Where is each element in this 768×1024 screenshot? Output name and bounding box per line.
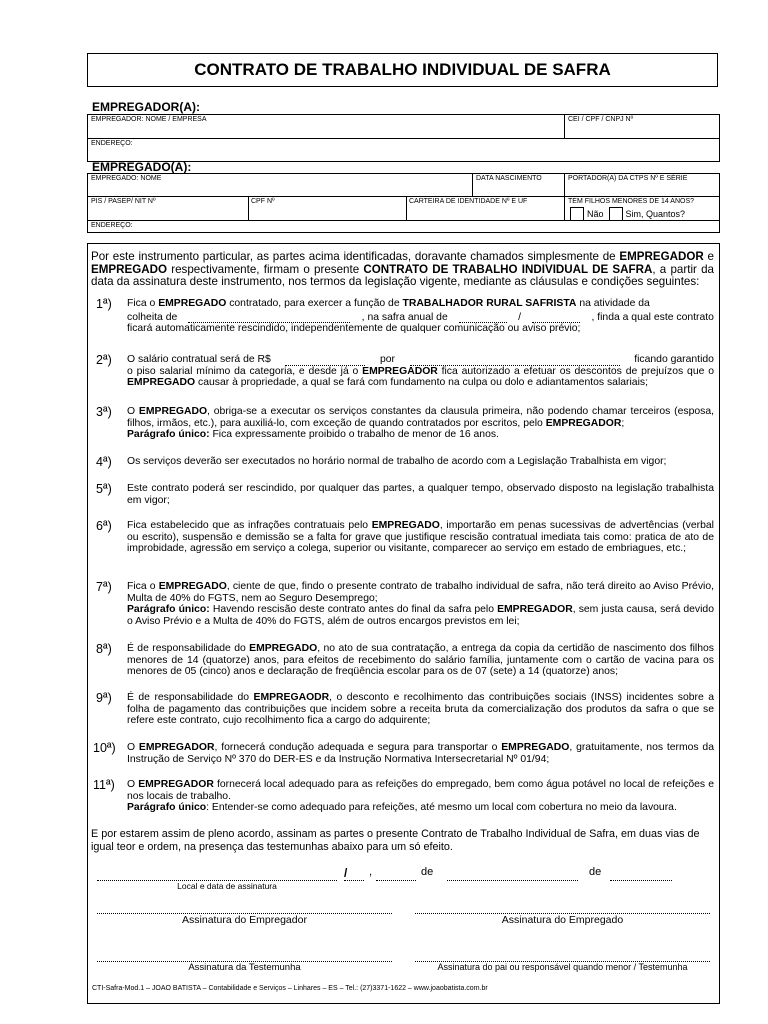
divider: [406, 196, 407, 220]
text: Este contrato poderá ser rescindido, por qualquer das partes, a qualquer tempo, observado disposto na legislação trabalhista em vigor;: [127, 483, 714, 506]
text: na atividade da: [576, 298, 650, 309]
clause-4-number: 4ª): [96, 455, 112, 469]
no-checkbox[interactable]: [570, 207, 584, 221]
date-separator: /: [344, 866, 348, 880]
text: por: [380, 354, 396, 365]
text: O: [127, 742, 139, 753]
clause-3-number: 3ª): [96, 405, 112, 419]
text: Fica o: [127, 298, 159, 309]
text: Por este instrumento particular, as partes acima identificadas, doravante chamados simplesmente de: [91, 250, 620, 263]
clause-8-number: 8ª): [96, 642, 112, 656]
clause-5: [127, 483, 714, 506]
text: EMPREGADO: [371, 520, 440, 531]
employee-table: [87, 173, 720, 233]
text: O: [127, 406, 139, 417]
text: EMPREGADOR: [362, 365, 438, 377]
text: EMPREGAODR: [253, 692, 330, 703]
intro-paragraph: [91, 251, 714, 289]
text: EMPREGADO: [501, 742, 570, 753]
text: Havendo rescisão deste contrato antes do final da safra pelo: [209, 604, 498, 615]
children-options: [570, 207, 685, 221]
cpf-field[interactable]: CPF Nº: [251, 198, 275, 205]
text: , o desconto e recolhimento das contribuições sociais (INSS) incidentes sobre a folha de pagamento das contribuições que incidem sobre a receita bruta da comercialização dos produtos da safra o que se refere este contrato, cujo recolhimento fica a cargo do adquirente;: [127, 692, 714, 726]
clause-10-number: 10ª): [93, 741, 116, 755]
text: Parágrafo único:: [127, 604, 210, 615]
day-field[interactable]: [344, 880, 364, 881]
de-label: de: [589, 866, 602, 878]
text: , importarão em penas sucessivas de advertências (verbal ou escrito), suspensão e demissão se a falta for grave que justifique rescisão contratual imediata tais como: pratica de ato de improbidade, agressão em serviço a colega, superior ou visitante, comparecer ao serviço em estado de embriagues, etc.;: [127, 520, 714, 554]
text: Fica estabelecido que as infrações contratuais pelo: [127, 520, 372, 531]
clause-5-number: 5ª): [96, 482, 112, 496]
employer-heading: EMPREGADOR(A):: [92, 100, 200, 114]
clause-10: [127, 742, 714, 765]
clause-11-number: 11ª): [93, 778, 115, 792]
crop-field[interactable]: [188, 313, 350, 323]
text: EMPREGADO: [91, 262, 168, 276]
children-question: TEM FILHOS MENORES DE 14 ANOS?: [568, 198, 695, 205]
text: ficará automaticamente rescindido, independentemente de qualquer comunicação ou aviso prévio;: [127, 323, 581, 334]
employee-heading: EMPREGADO(A):: [92, 160, 192, 174]
text: fica autorizado a efetuar os descontos de prejuízos que o: [437, 365, 714, 377]
employer-signature-label: Assinatura do Empregador: [182, 914, 307, 926]
parent-signature-label: Assinatura do pai ou responsável quando menor / Testemunha: [437, 962, 688, 972]
text: EMPREGADOR: [497, 604, 573, 615]
birth-date-field[interactable]: DATA NASCIMENTO: [476, 175, 542, 182]
place-date-label: Local e data de assinatura: [177, 881, 277, 891]
text: É de responsabilidade do: [127, 692, 254, 703]
yes-label: Sim, Quantos?: [625, 209, 686, 219]
employee-name-field[interactable]: EMPREGADO: NOME: [91, 175, 162, 182]
employer-name-field[interactable]: EMPREGADOR: NOME / EMPRESA: [91, 116, 207, 123]
employee-address-field[interactable]: ENDEREÇO:: [91, 222, 133, 229]
text: EMPREGADO: [138, 406, 208, 417]
text: contratado, para exercer a função de: [226, 298, 403, 309]
clause-6: [127, 520, 714, 555]
harvest-year-end-field[interactable]: [532, 313, 580, 323]
harvest-year-start-field[interactable]: [459, 313, 507, 323]
clause-8: [127, 643, 714, 678]
text: colheita de: [127, 311, 178, 323]
divider: [248, 196, 249, 220]
text: ;: [621, 417, 625, 429]
clause-2: [127, 354, 714, 389]
text: /: [518, 311, 522, 323]
text: : Entender-se como adequado para refeições, até mesmo um local com cobertura no meio da lavoura.: [206, 802, 677, 813]
day-number-field[interactable]: [376, 880, 416, 881]
pis-field[interactable]: PIS / PASEP/ NIT Nº: [91, 198, 156, 205]
employer-table: [87, 114, 720, 162]
divider: [564, 115, 565, 138]
divider: [564, 174, 565, 220]
employer-document-field[interactable]: CEI / CPF / CNPJ Nº: [568, 116, 634, 123]
text: O salário contratual será de R$: [127, 354, 271, 365]
footer: CTI-Safra-Mod.1 – JOAO BATISTA – Contabilidade e Serviços – Linhares – ES – Tel.: (27)3371-1622 – www.joaobatista.com.br: [92, 985, 488, 992]
text: , obriga-se a executar os serviços constantes da clausula primeira, não podendo chamar terceiros (esposa, filhos, irmãos, etc.), para auxiliá-lo, com exceção de quando contratados por escritos, pelo: [127, 406, 714, 429]
text: CONTRATO DE TRABALHO INDIVIDUAL DE SAFRA: [363, 262, 653, 276]
text: TRABALHADOR RURAL SAFRISTA: [402, 298, 577, 309]
text: , sem justa causa, será devido o Aviso Prévio e a Multa de 40% do FGTS, além de outros encargos previstos em lei;: [127, 604, 714, 627]
text: Parágrafo único: [127, 802, 207, 813]
text: ficando garantido: [634, 354, 714, 365]
month-field[interactable]: [447, 880, 578, 881]
clause-6-number: 6ª): [96, 519, 112, 533]
text: Parágrafo único:: [127, 429, 210, 440]
text: EMPREGADOR: [619, 250, 704, 263]
id-card-field[interactable]: CARTEIRA DE IDENTIDADE Nº E UF: [409, 198, 528, 205]
text: EMPREGADO: [158, 581, 227, 592]
clause-1: [127, 298, 714, 335]
clause-1-number: 1ª): [96, 297, 112, 311]
clause-4: [127, 456, 714, 468]
witness-signature-label: Assinatura da Testemunha: [188, 962, 301, 973]
clause-11: [127, 779, 714, 814]
text: EMPREGADO: [127, 377, 196, 388]
text: , finda a qual este contrato: [591, 311, 714, 323]
text: Fica o: [127, 581, 159, 592]
ctps-field[interactable]: PORTADOR(A) DA CTPS Nº E SÉRIE: [568, 175, 688, 182]
text: causar à propriedade, a qual se fará com fundamento na culpa ou dolo e adiantamentos salariais;: [195, 377, 648, 388]
clause-9-number: 9ª): [96, 691, 112, 705]
text: , gratuitamente, nos termos da Instrução de Serviço Nº 370 do DER-ES e da Instrução Normativa Intersecretarial Nº 01/94;: [127, 742, 714, 765]
text: EMPREGADO: [158, 298, 227, 309]
text: o piso salarial mínimo da categoria, e desde já o: [127, 365, 363, 377]
clause-7-number: 7ª): [96, 580, 112, 594]
text: Os serviços deverão ser executados no horário normal de trabalho de acordo com a Legislação Trabalhista em vigor;: [127, 456, 667, 467]
text: , na safra anual de: [361, 311, 448, 323]
text: fornecerá local adequado para as refeições do empregado, bem como água potável no local de refeições e nos locais de trabalho.: [127, 779, 714, 802]
divider: [88, 138, 719, 139]
yes-checkbox[interactable]: [609, 207, 623, 221]
salary-amount-field[interactable]: [285, 356, 365, 366]
divider: [88, 196, 719, 197]
comma: ,: [369, 866, 373, 878]
contract-title: CONTRATO DE TRABALHO INDIVIDUAL DE SAFRA: [87, 53, 718, 87]
de-label: de: [421, 866, 434, 878]
text: , no ato de sua contratação, a entrega da copia da certidão de nascimento dos filhos menores de 14 (quatorze) anos, para efeitos de recebimento do salário família, juntamente com o cartão de vacina para os menores de 05 (cinco) anos e declaração de freqüência escolar para os de 07 (sete) a 14 (quatorze) anos;: [127, 643, 714, 677]
text: , ciente de que, findo o presente contrato de trabalho individual de safra, não terá direito ao Aviso Prévio, Multa de 40% do FGTS, nem ao Seguro Desemprego;: [127, 581, 714, 604]
divider: [472, 174, 473, 196]
clause-3: [127, 406, 714, 441]
clause-2-number: 2ª): [96, 353, 112, 367]
closing-paragraph: E por estarem assim de pleno acordo, assinam as partes o presente Contrato de Trabalho Individual de Safra, em duas vias de igual teor e ordem, na presença das testemunhas abaixo para um só efeito.: [91, 828, 700, 853]
text: Fica expressamente proibido o trabalho de menor de 16 anos.: [209, 429, 499, 440]
text: e: [703, 250, 714, 263]
employer-address-field[interactable]: ENDEREÇO:: [91, 140, 133, 147]
salary-unit-field[interactable]: [410, 356, 620, 366]
text: respectivamente, firmam o presente: [167, 262, 364, 276]
employee-signature-label: Assinatura do Empregado: [501, 914, 624, 926]
text: EMPREGADOR: [138, 779, 214, 790]
text: O: [127, 779, 139, 790]
text: É de responsabilidade do: [127, 643, 250, 654]
text: EMPREGADO: [249, 643, 318, 654]
text: , a partir da data da assinatura deste instrumento, nos termos da legislação vigente, mediante as cláusulas e condições seguintes:: [91, 262, 714, 289]
clause-7: [127, 581, 714, 627]
year-field[interactable]: [610, 880, 672, 881]
clause-9: [127, 692, 714, 727]
no-label: Não: [587, 209, 604, 219]
text: EMPREGADOR: [545, 417, 622, 429]
text: EMPREGADOR: [138, 742, 215, 753]
text: , fornecerá condução adequada e segura para transportar o: [214, 742, 502, 753]
